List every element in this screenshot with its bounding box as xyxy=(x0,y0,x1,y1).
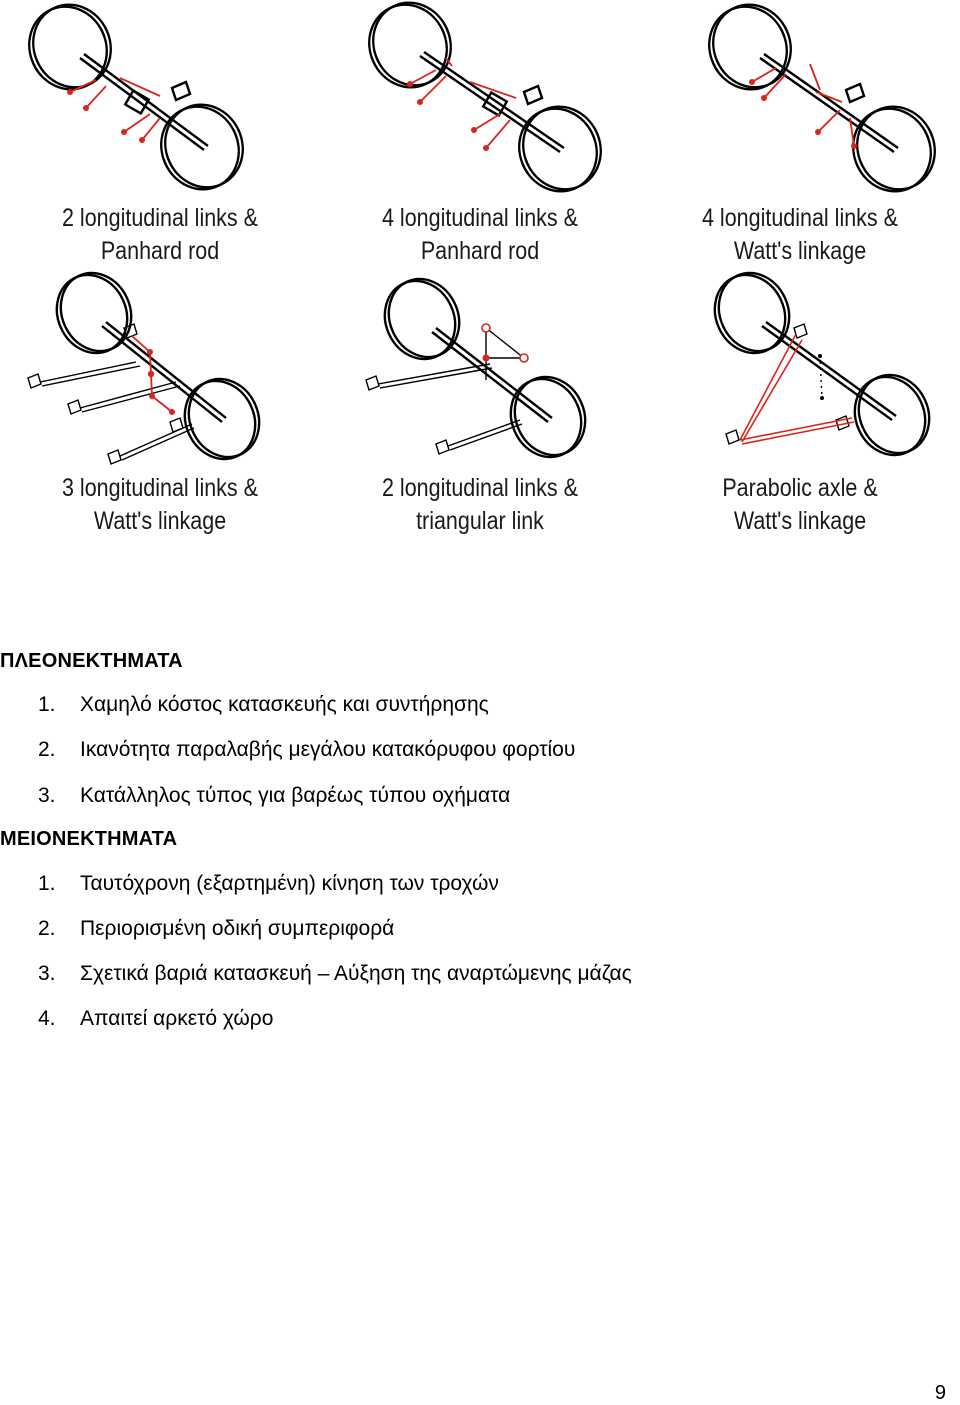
item-text: Σχετικά βαριά κατασκευή – Αύξηση της αναρτώμενης μάζας xyxy=(80,962,632,985)
caption-line-2: Watt's linkage xyxy=(733,237,867,265)
diagram-caption xyxy=(22,202,297,268)
caption-line-1: 3 longitudinal links & xyxy=(61,474,258,502)
diagram-caption xyxy=(342,202,617,268)
caption-line-2: Watt's linkage xyxy=(733,507,867,535)
diagram-caption xyxy=(662,472,937,538)
caption-line-1: 4 longitudinal links & xyxy=(701,204,898,232)
diagram-caption xyxy=(662,202,937,268)
axle-drawing-6 xyxy=(640,270,960,470)
axle-drawing-1 xyxy=(0,0,320,200)
item-number: 4. xyxy=(38,1007,56,1030)
caption-line-1: 2 longitudinal links & xyxy=(61,204,258,232)
axle-drawing-3 xyxy=(640,0,960,200)
diagram-caption xyxy=(22,472,297,538)
item-text: Περιορισμένη οδική συμπεριφορά xyxy=(80,917,395,940)
item-text: Ικανότητα παραλαβής μεγάλου κατακόρυφου φορτίου xyxy=(80,738,576,761)
diagram-4-links-watts xyxy=(640,0,960,270)
item-number: 2. xyxy=(38,917,56,940)
item-text: Ταυτόχρονη (εξαρτημένη) κίνηση των τροχών xyxy=(80,872,499,895)
item-number: 1. xyxy=(38,693,56,716)
diagram-parabolic-watts xyxy=(640,270,960,540)
item-text: Κατάλληλος τύπος για βαρέως τύπου οχήματα xyxy=(80,784,511,807)
caption-line-2: Panhard rod xyxy=(420,237,540,265)
advantages-heading: ΠΛΕΟΝΕΚΤΗΜΑΤΑ xyxy=(0,650,183,672)
diagram-caption xyxy=(342,472,617,538)
item-number: 2. xyxy=(38,738,56,761)
page-number: 9 xyxy=(934,1382,946,1404)
suspension-figure xyxy=(0,0,960,540)
axle-drawing-4 xyxy=(0,270,320,470)
caption-line-2: triangular link xyxy=(416,507,544,535)
item-number: 3. xyxy=(38,784,56,807)
diagram-2-links-panhard xyxy=(0,0,320,270)
item-number: 3. xyxy=(38,962,56,985)
caption-line-2: Panhard rod xyxy=(100,237,220,265)
caption-line-1: 4 longitudinal links & xyxy=(381,204,578,232)
axle-drawing-5 xyxy=(320,270,640,470)
caption-line-2: Watt's linkage xyxy=(93,507,227,535)
disadvantages-heading: ΜΕΙΟΝΕΚΤΗΜΑΤΑ xyxy=(0,828,178,850)
caption-line-1: Parabolic axle & xyxy=(722,474,878,502)
caption-line-1: 2 longitudinal links & xyxy=(381,474,578,502)
diagram-3-links-watts xyxy=(0,270,320,540)
diagram-4-links-panhard xyxy=(320,0,640,270)
item-text: Χαμηλό κόστος κατασκευής και συντήρησης xyxy=(80,693,489,716)
axle-drawing-2 xyxy=(320,0,640,200)
item-number: 1. xyxy=(38,872,56,895)
item-text: Απαιτεί αρκετό χώρο xyxy=(80,1007,274,1030)
diagram-2-links-triangular xyxy=(320,270,640,540)
